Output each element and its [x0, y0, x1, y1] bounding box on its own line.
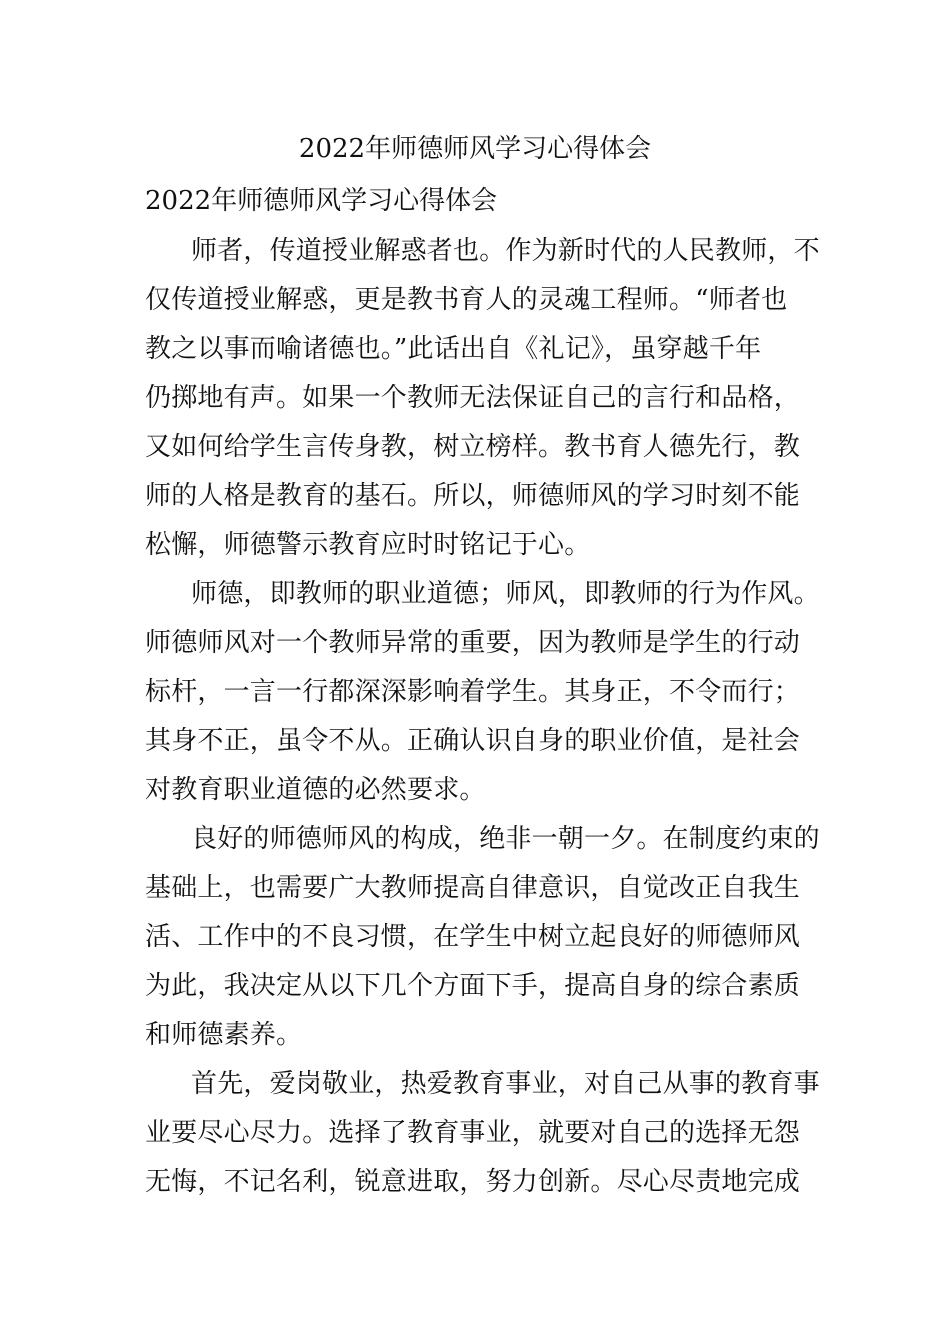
- paragraph-line: 为此，我决定从以下几个方面下手，提高自身的综合素质: [145, 971, 801, 1001]
- paragraph-line: 首先，爱岗敬业，热爱教育事业，对自己从事的教育事: [191, 1069, 820, 1099]
- paragraph-line: 对教育职业道德的必然要求。: [145, 775, 486, 805]
- paragraph-line: 师的人格是教育的基石。所以，师德师风的学习时刻不能: [145, 481, 801, 511]
- paragraph-3: [145, 821, 820, 1066]
- paragraph-line: 教之以事而喻诸德也。”此话出自《礼记》，虽穿越千年: [145, 334, 762, 364]
- paragraph-line: 业要尽心尽力。选择了教育事业，就要对自己的选择无怨: [145, 1118, 801, 1148]
- paragraph-4: [145, 1066, 820, 1213]
- paragraph-line: 其身不正，虽令不从。正确认识自身的职业价值，是社会: [145, 726, 801, 756]
- paragraph-line: 仅传道授业解惑，更是教书育人的灵魂工程师。“师者也: [145, 285, 788, 315]
- document-title: 2022年师德师风学习心得体会: [298, 134, 652, 164]
- paragraph-line: 和师德素养。: [145, 1020, 303, 1050]
- paragraph-line: 仍掷地有声。如果一个教师无法保证自己的言行和品格，: [145, 383, 801, 413]
- paragraph-line: 师德师风对一个教师异常的重要，因为教师是学生的行动: [145, 628, 801, 658]
- paragraph-line: 良好的师德师风的构成，绝非一朝一夕。在制度约束的: [191, 824, 820, 854]
- paragraph-line: 活、工作中的不良习惯，在学生中树立起良好的师德师风: [145, 922, 801, 952]
- paragraph-line: 松懈，师德警示教育应时时铭记于心。: [145, 530, 591, 560]
- paragraph-1: [145, 233, 820, 576]
- paragraph-2: [145, 576, 820, 821]
- paragraph-line: 师德，即教师的职业道德；师风，即教师的行为作风。: [191, 579, 820, 609]
- paragraph-line: 标杆，一言一行都深深影响着学生。其身正，不令而行；: [145, 677, 801, 707]
- paragraph-line: 师者，传道授业解惑者也。作为新时代的人民教师，不: [191, 236, 820, 266]
- paragraph-line: 又如何给学生言传身教，树立榜样。教书育人德先行，教: [145, 432, 801, 462]
- paragraph-line: 无悔，不记名利，锐意进取，努力创新。尽心尽责地完成: [145, 1167, 801, 1197]
- paragraph-line: 基础上，也需要广大教师提高自律意识，自觉改正自我生: [145, 873, 801, 903]
- document-subtitle: 2022年师德师风学习心得体会: [145, 186, 498, 216]
- document-body: [145, 233, 820, 1213]
